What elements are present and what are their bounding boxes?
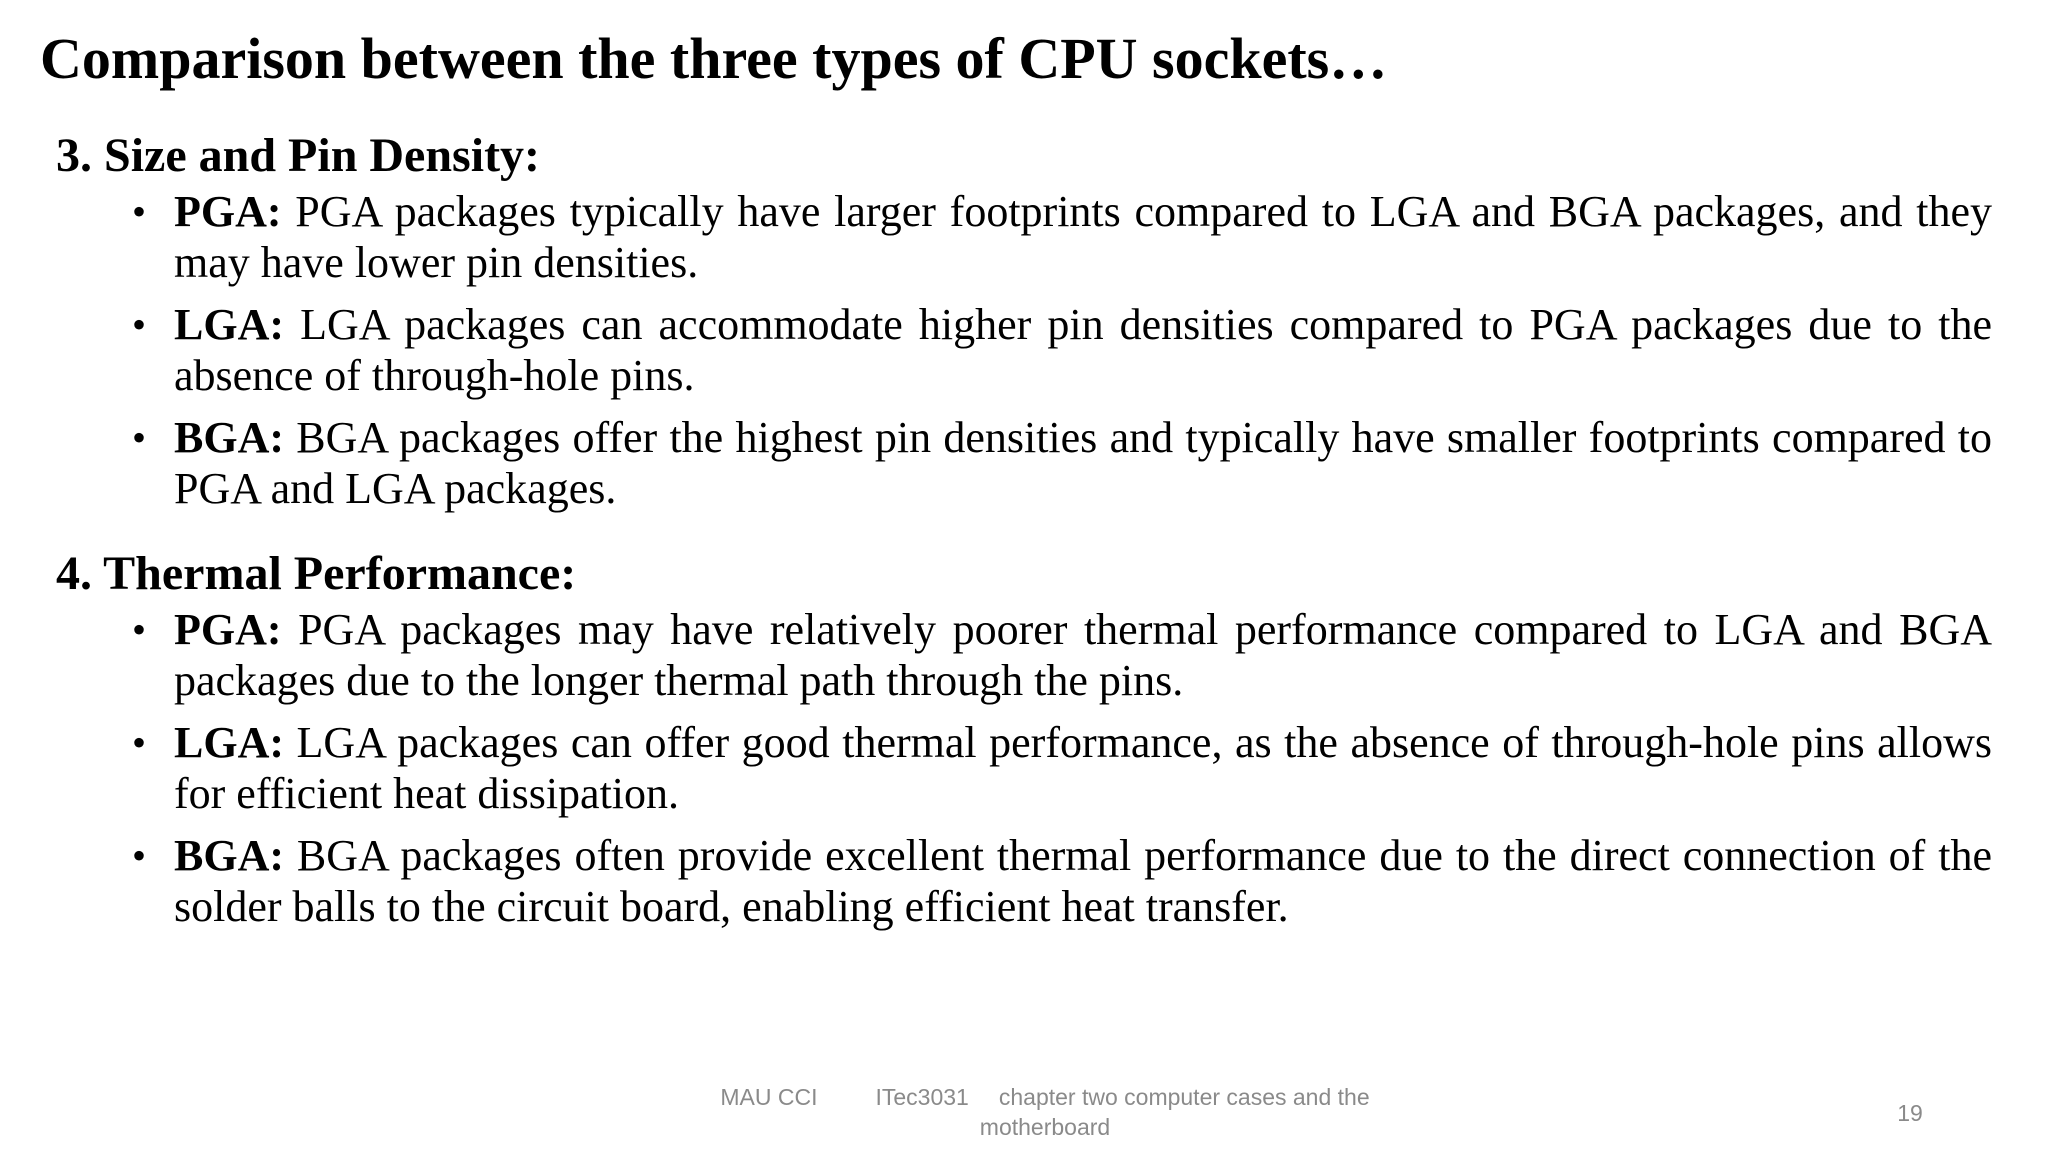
bullet-item: [56, 299, 1992, 401]
section-heading: 4. Thermal Performance:: [56, 547, 577, 600]
page-number: 19: [1897, 1100, 1923, 1126]
bullet-term: PGA:: [174, 605, 282, 654]
bullet-term: LGA:: [174, 718, 284, 767]
slide-footer: [705, 1082, 1385, 1142]
section-size-pin-density: [56, 126, 1996, 514]
bullet-text: BGA packages often provide excellent thermal performance due to the direct connection of the solder balls to the circuit board, enabling efficient heat transfer.: [174, 831, 1993, 931]
bullet-text: LGA packages can offer good thermal performance, as the absence of through-hole pins allows for efficient heat dissipation.: [174, 718, 1993, 818]
bullet-dot-icon: •: [132, 189, 147, 234]
bullet-text: BGA packages offer the highest pin densities and typically have smaller footprints compared to PGA and LGA packages.: [174, 413, 1992, 513]
bullet-dot-icon: •: [132, 415, 147, 460]
bullet-dot-icon: •: [132, 720, 147, 765]
bullet-list: [56, 186, 1996, 514]
bullet-term: BGA:: [174, 413, 284, 462]
bullet-item: [56, 604, 1992, 706]
bullet-dot-icon: •: [132, 833, 147, 878]
bullet-term: BGA:: [174, 831, 284, 880]
section-thermal-performance: [56, 544, 1996, 932]
bullet-text: LGA packages can accommodate higher pin densities compared to PGA packages due to the absence of through-hole pins.: [174, 300, 1993, 400]
bullet-text: PGA packages may have relatively poorer thermal performance compared to LGA and BGA packages due to the longer thermal path through the pins.: [174, 605, 1993, 705]
bullet-dot-icon: •: [132, 607, 147, 652]
bullet-dot-icon: •: [132, 302, 147, 347]
section-heading: 3. Size and Pin Density:: [56, 129, 541, 182]
slide-title: Comparison between the three types of CPU sockets…: [40, 26, 1388, 91]
bullet-term: PGA:: [174, 187, 282, 236]
footer-course: ITec3031: [875, 1084, 969, 1110]
bullet-text: PGA packages typically have larger footprints compared to LGA and BGA packages, and they may have lower pin densities.: [174, 187, 1992, 287]
bullet-item: [56, 186, 1992, 288]
footer-organization: MAU CCI: [720, 1084, 818, 1110]
bullet-item: [56, 830, 1992, 932]
bullet-term: LGA:: [174, 300, 284, 349]
bullet-item: [56, 717, 1992, 819]
bullet-list: [56, 604, 1996, 932]
footer-chapter: chapter two computer cases and the motherboard: [979, 1084, 1370, 1140]
bullet-item: [56, 412, 1992, 514]
